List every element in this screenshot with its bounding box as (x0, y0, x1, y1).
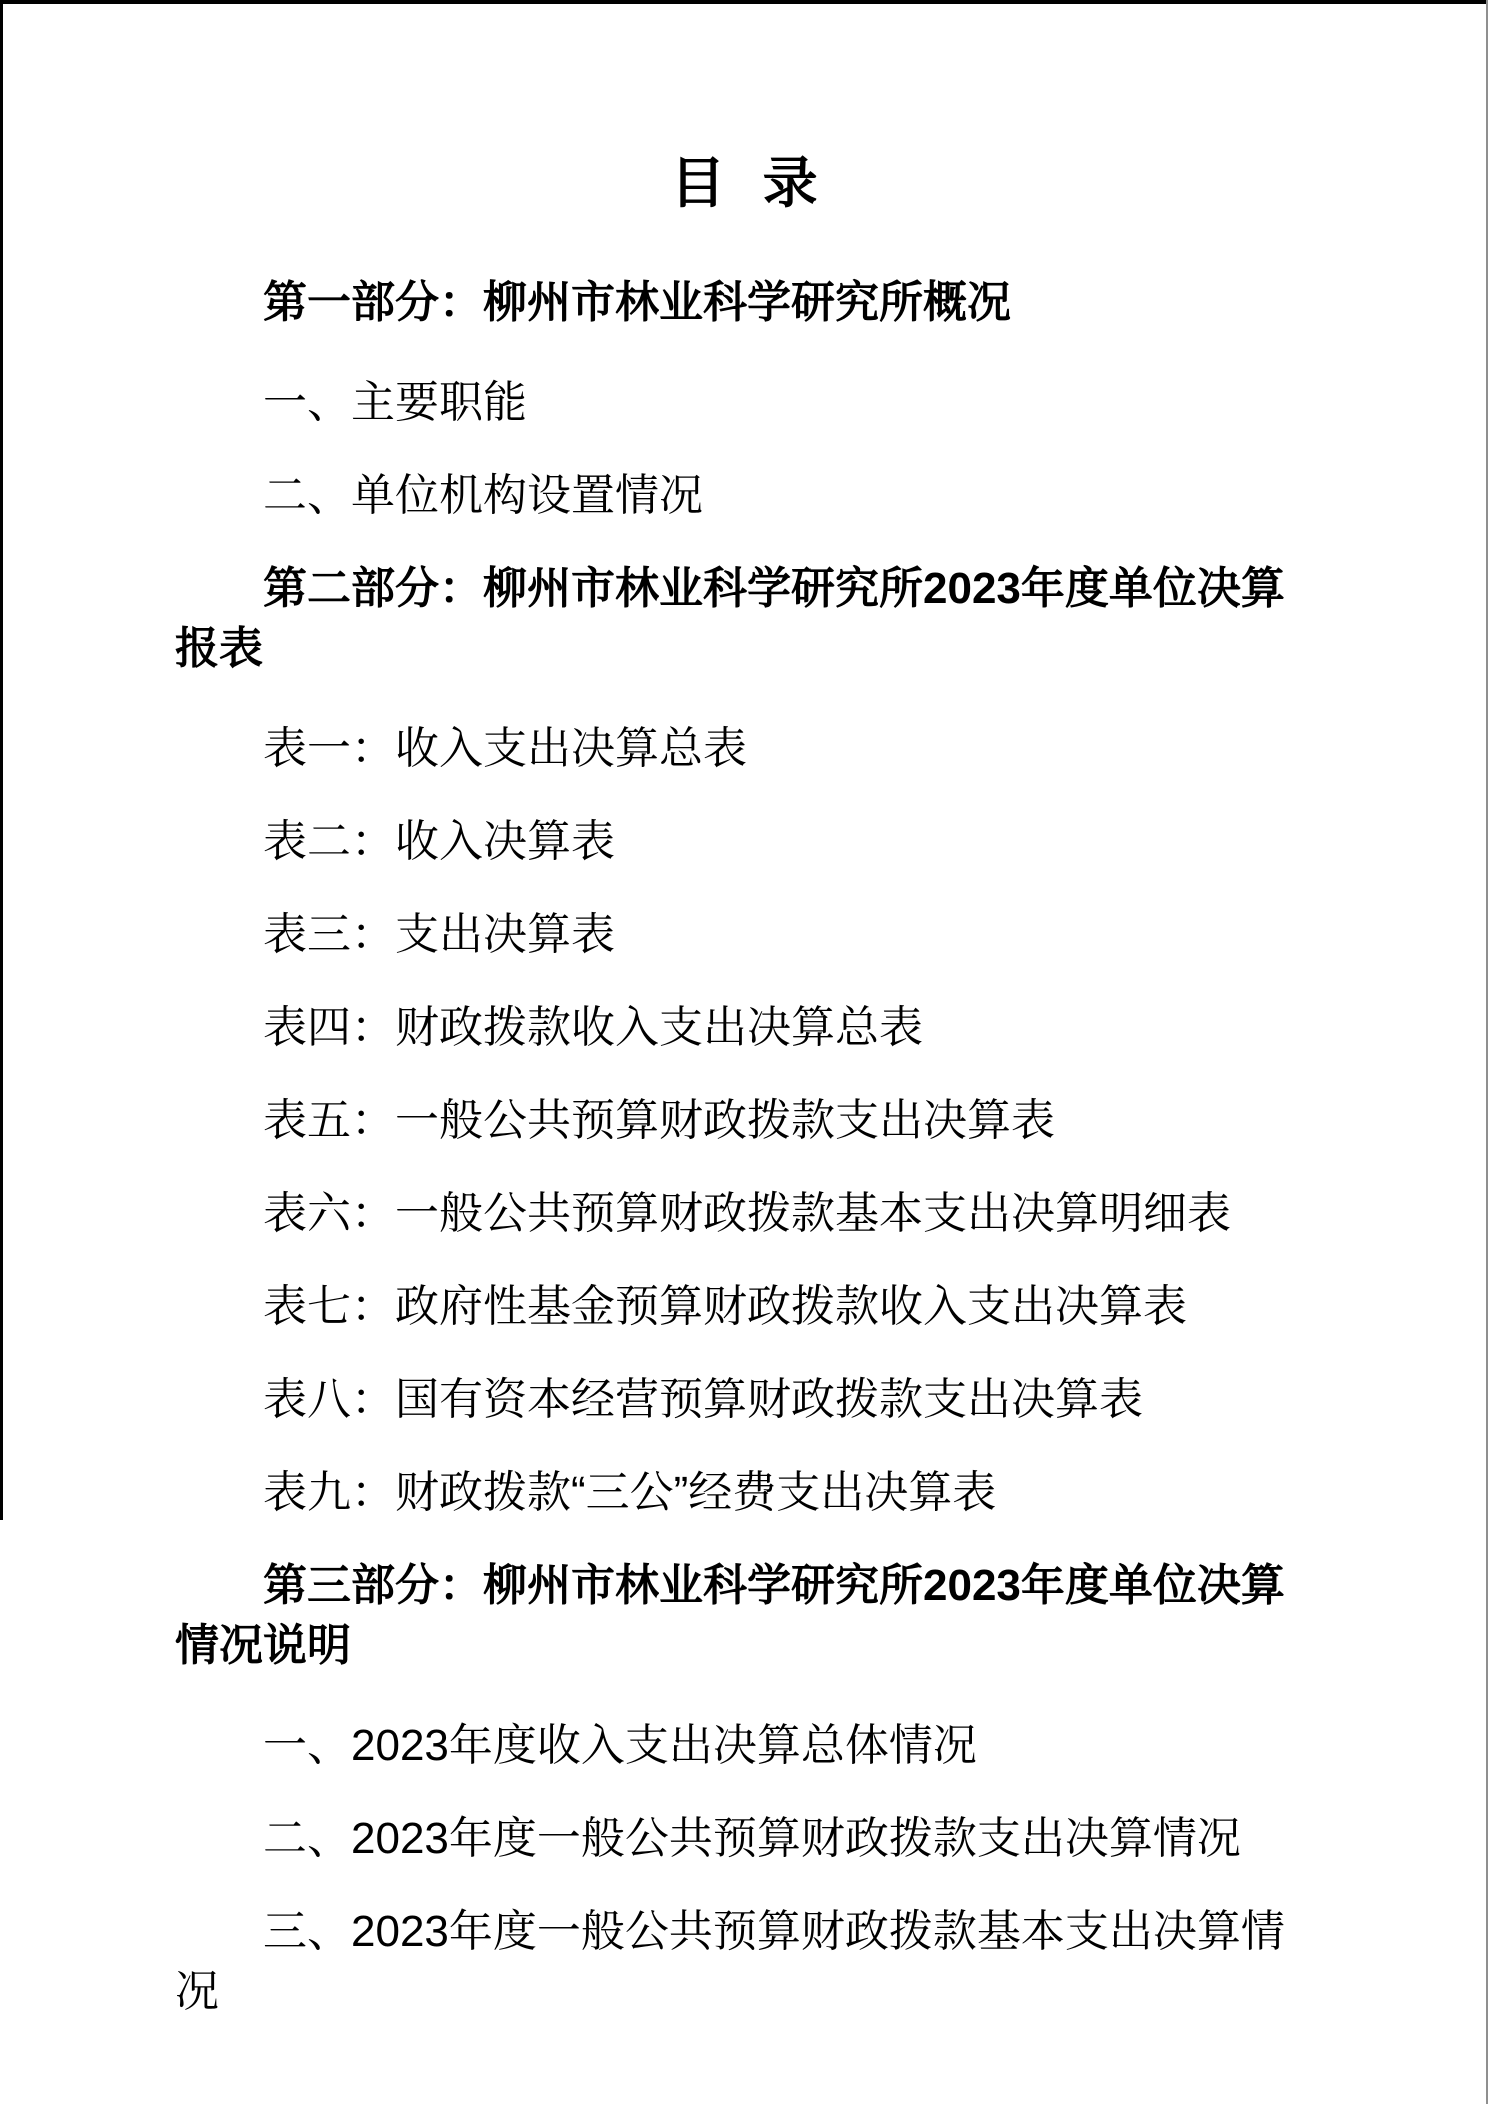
toc-line: 表九：财政拨款“三公”经费支出决算表 (263, 1468, 997, 1517)
toc-line: 二、2023年度一般公共预算财政拨款支出决算情况 (263, 1814, 1241, 1863)
toc-line: 一、主要职能 (263, 378, 527, 427)
toc-item (175, 998, 1315, 1058)
toc-heading-part1 (175, 273, 1315, 333)
toc-line: 第三部分：柳州市林业科学研究所2023年度单位决算 (263, 1561, 1285, 1610)
toc-line: 表七：政府性基金预算财政拨款收入支出决算表 (263, 1282, 1187, 1331)
toc-item (175, 1902, 1315, 2022)
toc-line: 表六：一般公共预算财政拨款基本支出决算明细表 (263, 1189, 1231, 1238)
toc-line: 一、2023年度收入支出决算总体情况 (263, 1721, 977, 1770)
toc-content (0, 148, 1488, 2022)
toc-line: 第一部分：柳州市林业科学研究所概况 (263, 278, 1011, 327)
toc-item (175, 812, 1315, 872)
page-title: 目 录 (670, 152, 820, 214)
toc-item (175, 905, 1315, 965)
toc-line: 第二部分：柳州市林业科学研究所2023年度单位决算 (263, 564, 1285, 613)
toc-heading-part3 (175, 1556, 1315, 1676)
toc-heading-part2 (175, 559, 1315, 679)
toc-item (175, 719, 1315, 779)
toc-item (175, 1184, 1315, 1244)
toc-line: 情况说明 (175, 1621, 351, 1670)
toc-item (175, 1091, 1315, 1151)
toc-line: 表三：支出决算表 (263, 910, 615, 959)
toc-item (175, 466, 1315, 526)
toc-line: 三、2023年度一般公共预算财政拨款基本支出决算情况 (175, 1907, 1285, 2016)
scan-edge-left (0, 0, 3, 1520)
toc-line: 报表 (175, 624, 263, 673)
toc-item (175, 1809, 1315, 1869)
toc-line: 二、单位机构设置情况 (263, 471, 703, 520)
toc-line: 表二：收入决算表 (263, 817, 615, 866)
toc-line: 表五：一般公共预算财政拨款支出决算表 (263, 1096, 1055, 1145)
toc-item (175, 1370, 1315, 1430)
toc-line: 表四：财政拨款收入支出决算总表 (263, 1003, 923, 1052)
toc-line: 表一：收入支出决算总表 (263, 724, 747, 773)
toc-item (175, 1716, 1315, 1776)
toc-line: 表八：国有资本经营预算财政拨款支出决算表 (263, 1375, 1143, 1424)
toc-item (175, 373, 1315, 433)
scan-edge-top (0, 0, 1488, 4)
toc-item (175, 1463, 1315, 1523)
toc-item (175, 1277, 1315, 1337)
